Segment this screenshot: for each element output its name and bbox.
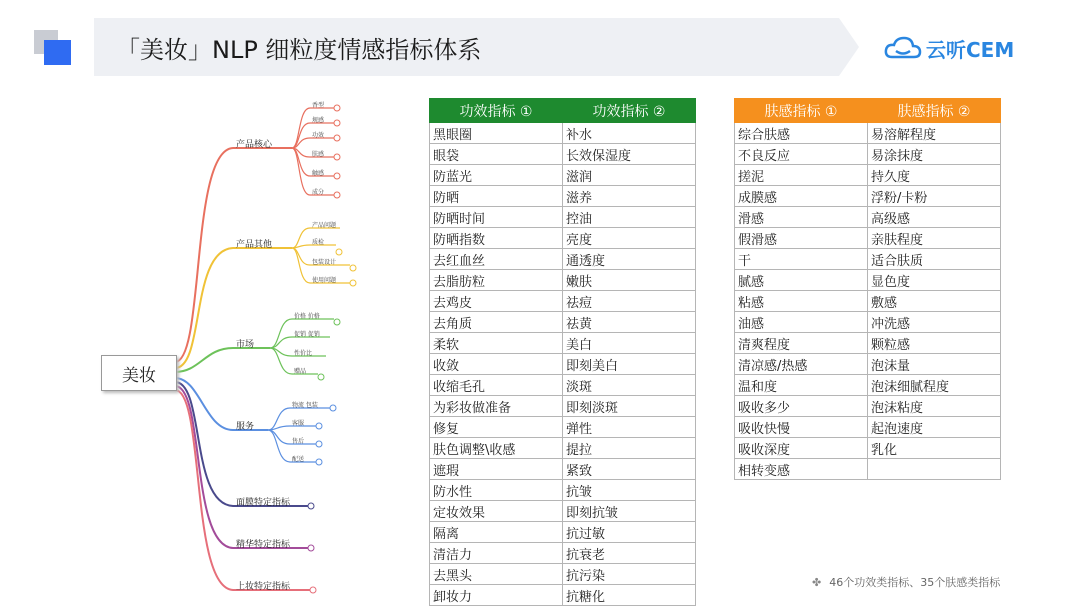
table-cell: 去红血丝 <box>430 249 563 270</box>
table-cell: 即刻淡斑 <box>563 396 696 417</box>
decor-square-blue <box>44 40 71 65</box>
table-cell: 长效保湿度 <box>563 144 696 165</box>
table-row <box>430 480 696 501</box>
mindmap-leaf: 功效 <box>312 132 325 139</box>
table-cell: 粘感 <box>735 291 868 312</box>
table-cell: 泡沫粘度 <box>868 396 1001 417</box>
table-cell: 防晒 <box>430 186 563 207</box>
table-row <box>430 123 696 144</box>
table-cell: 易溶解程度 <box>868 123 1001 144</box>
sparkle-icon: ✤ <box>812 576 822 589</box>
table-row <box>735 207 1001 228</box>
mindmap-leaf: 成分 <box>312 189 325 196</box>
table-cell: 通透度 <box>563 249 696 270</box>
table-row <box>430 522 696 543</box>
table-cell: 清洁力 <box>430 543 563 564</box>
table-cell: 遮瑕 <box>430 459 563 480</box>
brand-logo <box>884 33 1014 63</box>
table-cell: 起泡速度 <box>868 417 1001 438</box>
table-cell: 浮粉/卡粉 <box>868 186 1001 207</box>
table-cell: 易涂抹度 <box>868 144 1001 165</box>
table-cell: 适合肤质 <box>868 249 1001 270</box>
table-row <box>430 165 696 186</box>
mindmap-branch-mask: 面膜特定指标 <box>236 498 291 508</box>
table-cell: 抗皱 <box>563 480 696 501</box>
mindmap-branch-service: 服务 <box>236 422 255 432</box>
table-row <box>430 501 696 522</box>
table-row <box>735 228 1001 249</box>
table-header-row <box>735 99 1001 123</box>
table-cell: 定妆效果 <box>430 501 563 522</box>
table-cell: 紧致 <box>563 459 696 480</box>
table-cell: 嫩肤 <box>563 270 696 291</box>
table-cell: 吸收多少 <box>735 396 868 417</box>
mindmap-branch-makeup: 上妆特定指标 <box>236 582 291 592</box>
mindmap-root: 美妆 <box>101 355 177 391</box>
table-cell: 防水性 <box>430 480 563 501</box>
mindmap-leaf: 肤感 <box>312 151 325 158</box>
mindmap-leaf: 物流 包装 <box>292 402 318 409</box>
mindmap-leaf: 规感 <box>312 117 325 124</box>
table-row <box>735 312 1001 333</box>
table-cell: 修复 <box>430 417 563 438</box>
footnote <box>812 574 1000 590</box>
table-row <box>430 438 696 459</box>
table-cell: 祛痘 <box>563 291 696 312</box>
table-row <box>430 564 696 585</box>
table-cell: 补水 <box>563 123 696 144</box>
table-row <box>735 396 1001 417</box>
table-cell: 成膜感 <box>735 186 868 207</box>
table-cell: 干 <box>735 249 868 270</box>
efficacy-indicator-table <box>429 98 696 606</box>
table-cell: 收缩毛孔 <box>430 375 563 396</box>
table-cell: 黑眼圈 <box>430 123 563 144</box>
table-row <box>430 417 696 438</box>
table-cell: 抗衰老 <box>563 543 696 564</box>
mindmap-branch-product-core: 产品核心 <box>236 140 273 150</box>
table-header-cell: 肤感指标 ① <box>735 99 868 123</box>
table-cell: 敷感 <box>868 291 1001 312</box>
table-cell: 乳化 <box>868 438 1001 459</box>
table-cell: 去角质 <box>430 312 563 333</box>
table-cell: 滋润 <box>563 165 696 186</box>
table-cell: 祛黄 <box>563 312 696 333</box>
table-cell: 亲肤程度 <box>868 228 1001 249</box>
table-row <box>430 228 696 249</box>
table-row <box>430 144 696 165</box>
table-row <box>430 543 696 564</box>
table-cell: 泡沫量 <box>868 354 1001 375</box>
table-row <box>735 165 1001 186</box>
table-cell: 泡沫细腻程度 <box>868 375 1001 396</box>
table-row <box>735 123 1001 144</box>
mindmap-leaf: 配送 <box>292 456 305 463</box>
table-cell: 不良反应 <box>735 144 868 165</box>
table-row <box>430 585 696 606</box>
mindmap-leaf: 性价比 <box>294 350 313 357</box>
table-cell: 眼袋 <box>430 144 563 165</box>
table-row <box>735 291 1001 312</box>
table-cell: 收敛 <box>430 354 563 375</box>
table-row <box>430 375 696 396</box>
table-cell: 去黑头 <box>430 564 563 585</box>
table-cell: 清爽程度 <box>735 333 868 354</box>
table-cell: 综合肤感 <box>735 123 868 144</box>
table-header-cell: 功效指标 ② <box>563 99 696 123</box>
table-row <box>735 144 1001 165</box>
table-row <box>430 291 696 312</box>
table-row <box>430 396 696 417</box>
table-cell: 亮度 <box>563 228 696 249</box>
table-row <box>430 459 696 480</box>
table-cell: 去脂肪粒 <box>430 270 563 291</box>
table-row <box>735 417 1001 438</box>
table-cell: 弹性 <box>563 417 696 438</box>
mindmap-leaf: 客服 <box>292 420 305 427</box>
table-header-cell: 肤感指标 ② <box>868 99 1001 123</box>
footnote-text: 46个功效类指标、35个肤感类指标 <box>829 576 1001 589</box>
table-cell: 防晒时间 <box>430 207 563 228</box>
table-cell: 去鸡皮 <box>430 291 563 312</box>
table-cell: 吸收深度 <box>735 438 868 459</box>
table-cell: 抗过敏 <box>563 522 696 543</box>
table-row <box>430 186 696 207</box>
table-cell: 显色度 <box>868 270 1001 291</box>
table-cell: 滋养 <box>563 186 696 207</box>
table-cell: 即刻美白 <box>563 354 696 375</box>
table-row <box>735 270 1001 291</box>
mindmap-branch-product-other: 产品其他 <box>236 240 273 250</box>
table-cell: 腻感 <box>735 270 868 291</box>
table-row <box>430 270 696 291</box>
table-cell: 滑感 <box>735 207 868 228</box>
table-cell: 防蓝光 <box>430 165 563 186</box>
table-row <box>735 375 1001 396</box>
table-cell: 油感 <box>735 312 868 333</box>
mindmap-leaf: 售后 <box>292 438 305 445</box>
table-row <box>735 459 1001 480</box>
mindmap-leaf: 触感 <box>312 170 325 177</box>
table-cell: 冲洗感 <box>868 312 1001 333</box>
table-row <box>430 249 696 270</box>
table-cell: 美白 <box>563 333 696 354</box>
table-cell: 卸妆力 <box>430 585 563 606</box>
mindmap-branch-serum: 精华特定指标 <box>236 540 291 550</box>
table-cell: 温和度 <box>735 375 868 396</box>
table-cell: 颗粒感 <box>868 333 1001 354</box>
table-row <box>430 333 696 354</box>
mindmap-leaf: 促销 促销 <box>294 331 320 338</box>
table-header-cell: 功效指标 ① <box>430 99 563 123</box>
mindmap-leaf: 价格 价格 <box>294 313 320 320</box>
table-cell: 相转变感 <box>735 459 868 480</box>
table-cell: 淡斑 <box>563 375 696 396</box>
table-row <box>430 207 696 228</box>
table-cell: 肤色调整\收感 <box>430 438 563 459</box>
table-cell: 高级感 <box>868 207 1001 228</box>
table-cell <box>868 459 1001 480</box>
table-row <box>735 354 1001 375</box>
mindmap-leaf: 使用问题 <box>312 277 337 284</box>
table-cell: 抗糖化 <box>563 585 696 606</box>
table-cell: 柔软 <box>430 333 563 354</box>
table-row <box>735 249 1001 270</box>
table-row <box>430 354 696 375</box>
table-row <box>735 186 1001 207</box>
table-cell: 持久度 <box>868 165 1001 186</box>
table-cell: 假滑感 <box>735 228 868 249</box>
table-cell: 吸收快慢 <box>735 417 868 438</box>
table-cell: 清凉感/热感 <box>735 354 868 375</box>
table-cell: 抗污染 <box>563 564 696 585</box>
table-cell: 隔离 <box>430 522 563 543</box>
page-title: 「美妆」NLP 细粒度情感指标体系 <box>116 36 482 64</box>
mindmap-lines <box>0 90 400 608</box>
logo-text: 云听CEM <box>926 37 1015 62</box>
mindmap-leaf: 赠品 <box>294 368 307 375</box>
skinfeel-indicator-table <box>734 98 1001 480</box>
table-cell: 提拉 <box>563 438 696 459</box>
mindmap-leaf: 包装设计 <box>312 259 337 266</box>
mindmap-leaf: 质检 <box>312 239 325 246</box>
mindmap-leaf: 香型 <box>312 102 325 109</box>
table-header-row <box>430 99 696 123</box>
table-row <box>735 333 1001 354</box>
mindmap <box>0 90 400 608</box>
table-cell: 防晒指数 <box>430 228 563 249</box>
table-cell: 搓泥 <box>735 165 868 186</box>
cloud-logo-icon <box>884 35 922 61</box>
table-cell: 控油 <box>563 207 696 228</box>
mindmap-leaf: 产品问题 <box>312 222 337 229</box>
table-row <box>735 438 1001 459</box>
mindmap-branch-market: 市场 <box>236 340 255 350</box>
table-cell: 即刻抗皱 <box>563 501 696 522</box>
table-cell: 为彩妆做准备 <box>430 396 563 417</box>
header-arrow <box>839 18 859 76</box>
table-row <box>430 312 696 333</box>
